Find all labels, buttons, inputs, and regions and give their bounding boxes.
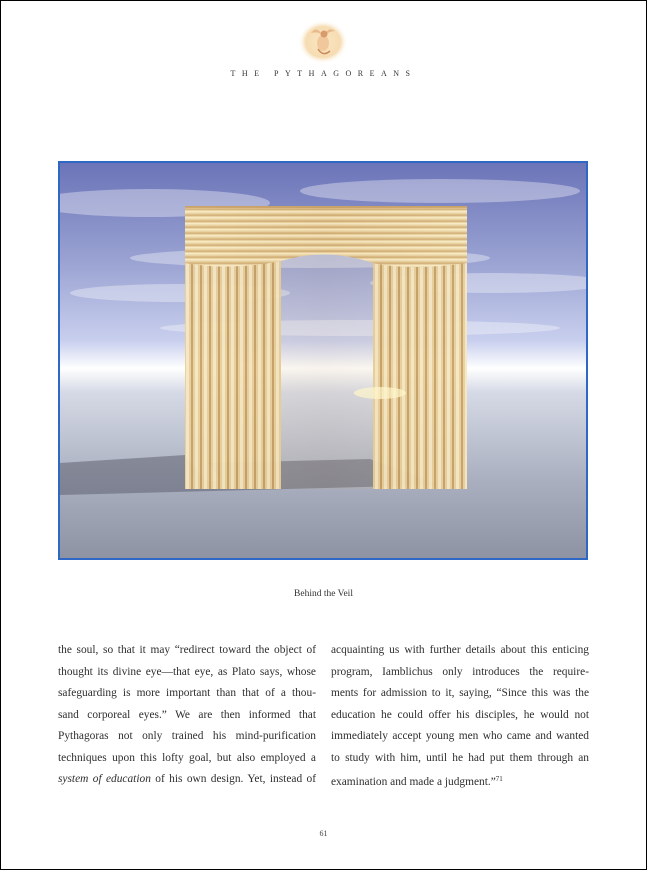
- text-line: to study with him, until he had put them through an: [331, 751, 589, 764]
- angel-cherub-icon: [297, 19, 349, 65]
- page-number: 61: [319, 829, 328, 838]
- text-line: program, Iamblichus only introduces the require-: [331, 665, 589, 678]
- figure-behind-the-veil: [58, 161, 588, 560]
- body-column-left: [58, 640, 316, 791]
- text-line: thought its divine eye—that eye, as Plato says, whose: [58, 665, 316, 678]
- text-line: techniques upon this lofty goal, but also employed a: [58, 751, 316, 764]
- text-line: [58, 769, 316, 791]
- running-head: THE PYTHAGOREANS: [230, 69, 417, 78]
- veil-illustration: [60, 163, 586, 558]
- figure-caption: Behind the Veil: [294, 589, 353, 599]
- text-line: immediately accept young men who came and wanted: [331, 730, 589, 742]
- text-line: sand corporeal eyes.” We are then informed that: [58, 708, 316, 721]
- text-line: ments for admission to it, saying, “Since this was the: [331, 687, 589, 699]
- text-line: the soul, so that it may “redirect toward the object of: [58, 644, 316, 656]
- text-line: safeguarding is more important than that of a thou-: [58, 687, 316, 699]
- text-line: [331, 769, 589, 794]
- text-fragment: of his own design. Yet, instead of: [150, 773, 317, 785]
- italic-phrase: system of education: [58, 773, 151, 785]
- footnote-marker: 71: [495, 775, 503, 783]
- text-fragment: examination and made a judgment.”: [331, 776, 496, 788]
- body-column-right: [331, 640, 589, 794]
- text-line: education he could offer his disciples, he would not: [331, 708, 589, 721]
- text-line: acquainting us with further details about this enticing: [331, 644, 589, 656]
- text-line: Pythagoras not only trained his mind-purification: [58, 730, 316, 742]
